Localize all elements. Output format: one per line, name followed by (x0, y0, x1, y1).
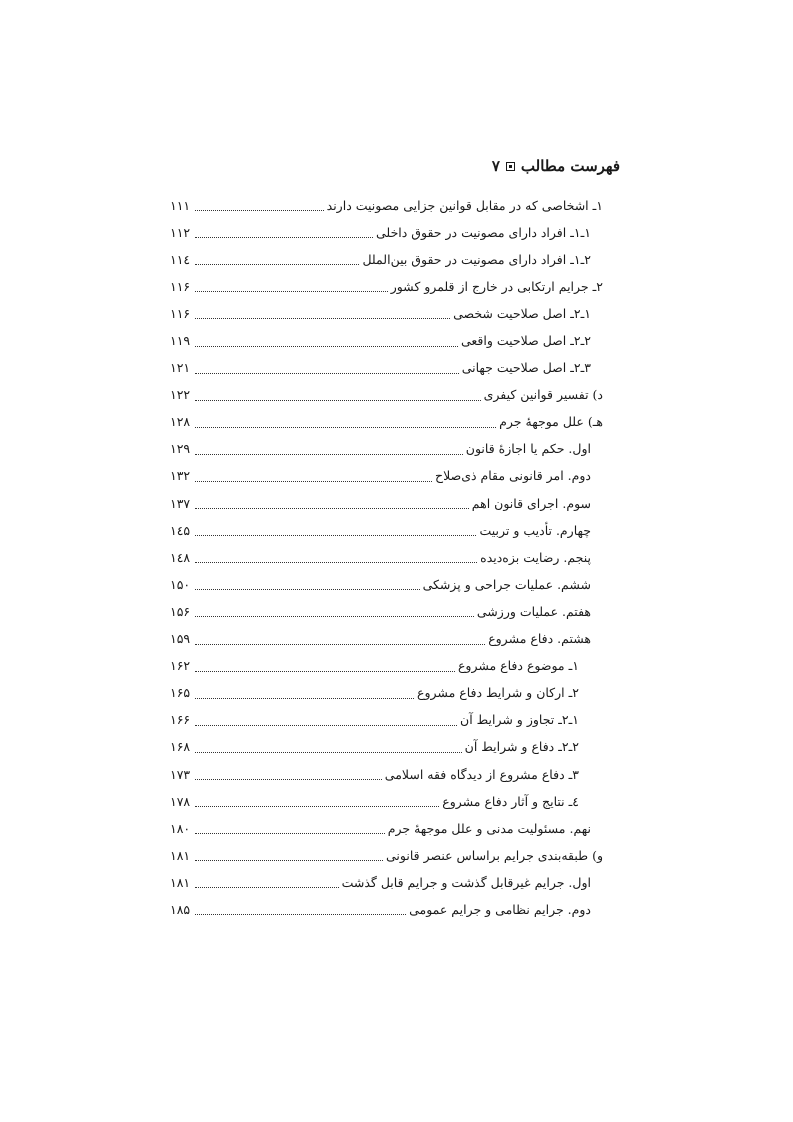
toc-entry (170, 192, 603, 219)
toc-entry (170, 517, 603, 544)
toc-entry-page: ۱۷۸ (170, 793, 191, 809)
toc-entry (170, 219, 603, 246)
toc-entry-title: هفتم. عملیات ورزشی (476, 603, 591, 619)
header-title: فهرست مطالب (520, 157, 620, 175)
toc-entry-page: ۱۸۱ (170, 847, 191, 863)
dot-leader (195, 264, 359, 265)
dot-leader (195, 698, 414, 699)
toc-entry-page: ۱۵۶ (170, 603, 191, 619)
toc-entry (170, 761, 603, 788)
toc-entry-title: ششم. عملیات جراحی و پزشکی (422, 576, 591, 592)
dot-leader (195, 535, 476, 536)
header-page-number: ۷ (491, 157, 500, 175)
toc-entry (170, 707, 603, 734)
dot-leader (195, 373, 459, 374)
dot-leader (195, 752, 462, 753)
toc-entry (170, 842, 603, 869)
toc-entry-page: ۱۱۲ (170, 224, 191, 240)
toc-entry-page: ۱۶۵ (170, 685, 191, 701)
dot-leader (195, 725, 457, 726)
toc-entry-title: ۲ـ۱ـ افراد دارای مصونیت در حقوق بین‌الملل (362, 251, 591, 267)
dot-leader (195, 671, 455, 672)
dot-leader (195, 779, 382, 780)
toc-entry-title: اول. حکم یا اجازهٔ قانون (465, 441, 591, 457)
dot-leader (195, 210, 324, 211)
toc-entry (170, 626, 603, 653)
toc-entry (170, 300, 603, 327)
toc-entry (170, 815, 603, 842)
toc-entry-page: ۱۳۷ (170, 495, 191, 511)
running-header (170, 154, 620, 178)
dot-leader (195, 237, 373, 238)
toc-entry (170, 680, 603, 707)
toc-entry-title: ۱ـ اشخاصی که در مقابل قوانین جزایی مصونیت دارند (326, 197, 603, 213)
toc-entry-title: پنجم. رضایت بزه‌دیده (480, 549, 591, 565)
toc-entry-title: سوم. اجرای قانون اهم (471, 495, 591, 511)
toc-entry-page: ۱۲۸ (170, 414, 191, 430)
dot-leader (195, 318, 450, 319)
toc-entry-page: ۱۲۹ (170, 441, 191, 457)
toc-entry-title: د) تفسیر قوانین کیفری (483, 387, 603, 403)
toc-entry (170, 896, 603, 923)
toc-entry-page: ۱٤۵ (170, 522, 191, 538)
toc-entry-page: ۱۱۱ (170, 197, 191, 213)
dot-leader (195, 481, 432, 482)
toc-entry-page: ۱٤۸ (170, 549, 191, 565)
toc-entry-title: نهم. مسئولیت مدنی و علل موجههٔ جرم (387, 820, 591, 836)
dot-leader (195, 887, 339, 888)
dot-leader (195, 346, 458, 347)
toc-entry-page: ۱۳۲ (170, 468, 191, 484)
toc-entry-title: دوم. جرایم نظامی و جرایم عمومی (409, 901, 591, 917)
dot-leader (195, 508, 469, 509)
dot-leader (195, 860, 383, 861)
toc-entry-page: ۱۱۹ (170, 333, 191, 349)
toc-entry-title: ۲ـ ارکان و شرایط دفاع مشروع (417, 685, 579, 701)
toc-entry (170, 327, 603, 354)
toc-entry-page: ۱۸۵ (170, 901, 191, 917)
toc-entry (170, 869, 603, 896)
dot-leader (195, 806, 439, 807)
toc-entry-page: ۱۶۲ (170, 658, 191, 674)
dot-leader (195, 427, 496, 428)
toc-entry-title: ٤ـ نتایج و آثار دفاع مشروع (442, 793, 579, 809)
dot-leader (195, 914, 406, 915)
toc-entry-title: ۲ـ جرایم ارتکابی در خارج از قلمرو کشور (390, 278, 603, 294)
toc-entry-page: ۱۱۶ (170, 305, 191, 321)
toc-entry (170, 382, 603, 409)
toc-entry-page: ۱۷۳ (170, 766, 191, 782)
toc-entry-page: ۱۲۱ (170, 360, 191, 376)
toc-entry-page: ۱۲۲ (170, 387, 191, 403)
toc-entry (170, 571, 603, 598)
dot-leader (195, 562, 477, 563)
toc-entry (170, 246, 603, 273)
toc-entry (170, 436, 603, 463)
toc-entry-title: ۳ـ۲ـ اصل صلاحیت جهانی (461, 360, 591, 376)
toc-entry-title: هـ) علل موجههٔ جرم (499, 414, 603, 430)
toc-entry-page: ۱۱۶ (170, 278, 191, 294)
square-bullet-icon (506, 162, 515, 171)
toc-entry-title: ۲ـ۲ـ اصل صلاحیت واقعی (460, 333, 591, 349)
dot-leader (195, 833, 385, 834)
toc-entry-page: ۱۱٤ (170, 251, 191, 267)
toc-entry (170, 273, 603, 300)
toc-entry-title: ۳ـ دفاع مشروع از دیدگاه فقه اسلامی (384, 766, 579, 782)
toc-entry-page: ۱۵۰ (170, 576, 191, 592)
dot-leader (195, 454, 463, 455)
toc-entry-title: هشتم. دفاع مشروع (488, 631, 591, 647)
toc-entry-title: دوم. امر قانونی مقام ذی‌صلاح (435, 468, 591, 484)
dot-leader (195, 291, 388, 292)
toc-entry-page: ۱۶۶ (170, 712, 191, 728)
toc-entry-page: ۱۶۸ (170, 739, 191, 755)
toc-entry-title: اول. جرایم غیرقابل گذشت و جرایم قابل گذشت (341, 874, 591, 890)
toc-entry-title: ۱ـ موضوع دفاع مشروع (457, 658, 579, 674)
toc-entry-title: چهارم. تأدیب و تربیت (479, 522, 591, 538)
dot-leader (195, 400, 481, 401)
toc-entry-page: ۱۵۹ (170, 631, 191, 647)
toc-entry (170, 409, 603, 436)
toc-entry (170, 788, 603, 815)
dot-leader (195, 616, 474, 617)
table-of-contents (170, 192, 603, 924)
toc-entry-title: ۱ـ۲ـ تجاوز و شرایط آن (460, 712, 579, 728)
toc-entry (170, 544, 603, 571)
dot-leader (195, 644, 485, 645)
toc-entry-title: ۱ـ۲ـ اصل صلاحیت شخصی (453, 305, 591, 321)
toc-entry-page: ۱۸۱ (170, 874, 191, 890)
toc-entry-page: ۱۸۰ (170, 820, 191, 836)
toc-entry (170, 355, 603, 382)
toc-entry (170, 598, 603, 625)
toc-entry-title: و) طبقه‌بندی جرایم براساس عنصر قانونی (386, 847, 603, 863)
toc-entry (170, 463, 603, 490)
toc-entry (170, 653, 603, 680)
toc-entry (170, 734, 603, 761)
toc-entry (170, 490, 603, 517)
toc-entry-title: ۱ـ۱ـ افراد دارای مصونیت در حقوق داخلی (376, 224, 591, 240)
dot-leader (195, 589, 420, 590)
toc-entry-title: ۲ـ۲ـ دفاع و شرایط آن (464, 739, 579, 755)
